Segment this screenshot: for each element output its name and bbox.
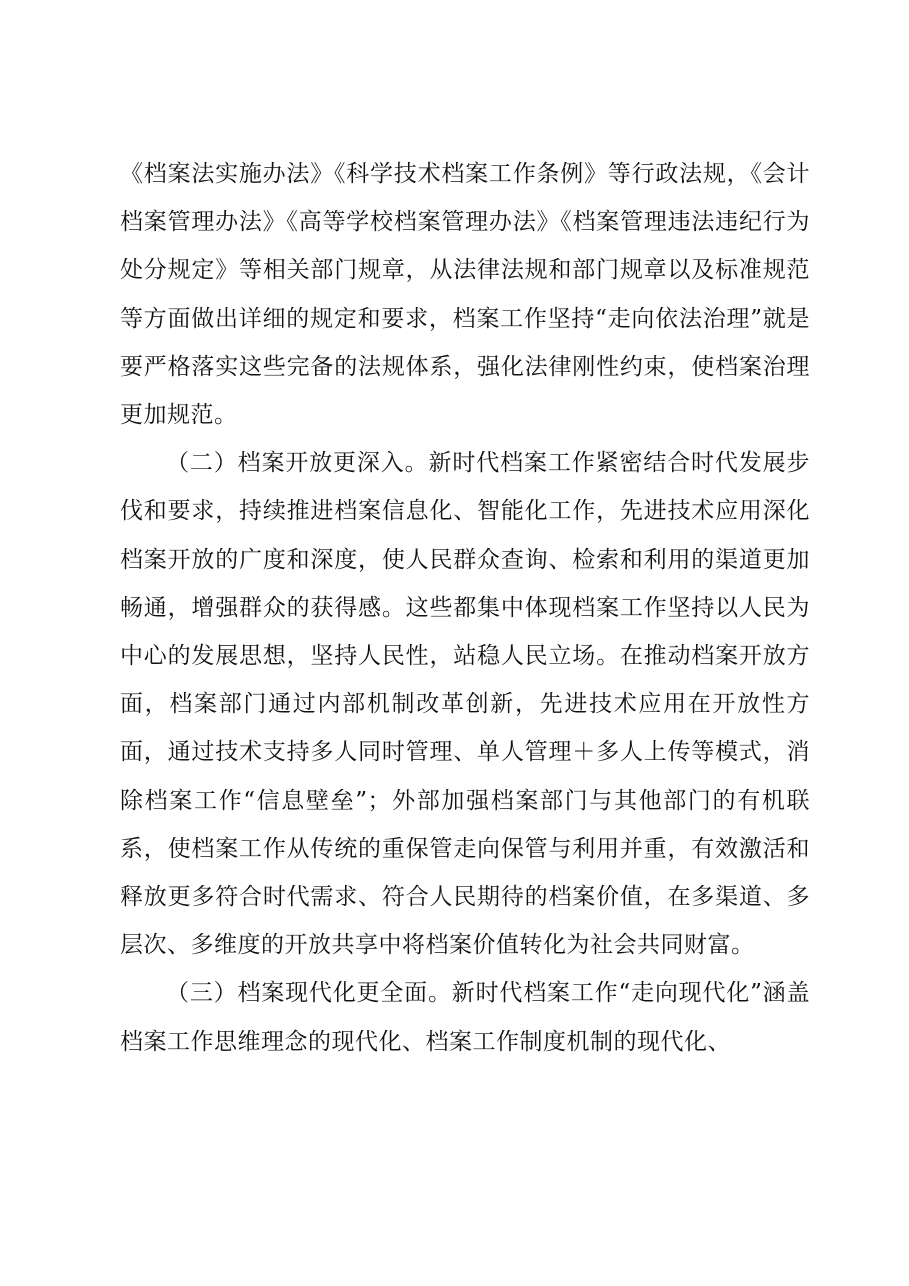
paragraph-regulations: 《档案法实施办法》《科学技术档案工作条例》等行政法规，《会计档案管理办法》《高等学校档案管理办法》《档案管理违法违纪行为处分规定》等相关部门规章，从法律法规和部门规章以及标准规范等方面做出详细的规定和要求，档案工作坚持“走向依法治理”就是要严格落实这些完备的法规体系，强化法律刚性约束，使档案治理更加规范。 [120, 161, 810, 429]
paragraph-archive-modernization: （三）档案现代化更全面。新时代档案工作“走向现代化”涵盖档案工作思维理念的现代化、档案工作制度机制的现代化、 [120, 980, 810, 1055]
paragraph-archive-opening: （二）档案开放更深入。新时代档案工作紧密结合时代发展步伐和要求，持续推进档案信息化、智能化工作，先进技术应用深化档案开放的广度和深度，使人民群众查询、检索和利用的渠道更加畅通，增强群众的获得感。这些都集中体现档案工作坚持以人民为中心的发展思想，坚持人民性，站稳人民立场。在推动档案开放方面，档案部门通过内部机制改革创新，先进技术应用在开放性方面，通过技术支持多人同时管理、单人管理＋多人上传等模式，消除档案工作“信息壁垒”；外部加强档案部门与其他部门的有机联系，使档案工作从传统的重保管走向保管与利用并重，有效激活和释放更多符合时代需求、符合人民期待的档案价值，在多渠道、多层次、多维度的开放共享中将档案价值转化为社会共同财富。 [120, 450, 810, 959]
document-page [120, 150, 810, 1066]
